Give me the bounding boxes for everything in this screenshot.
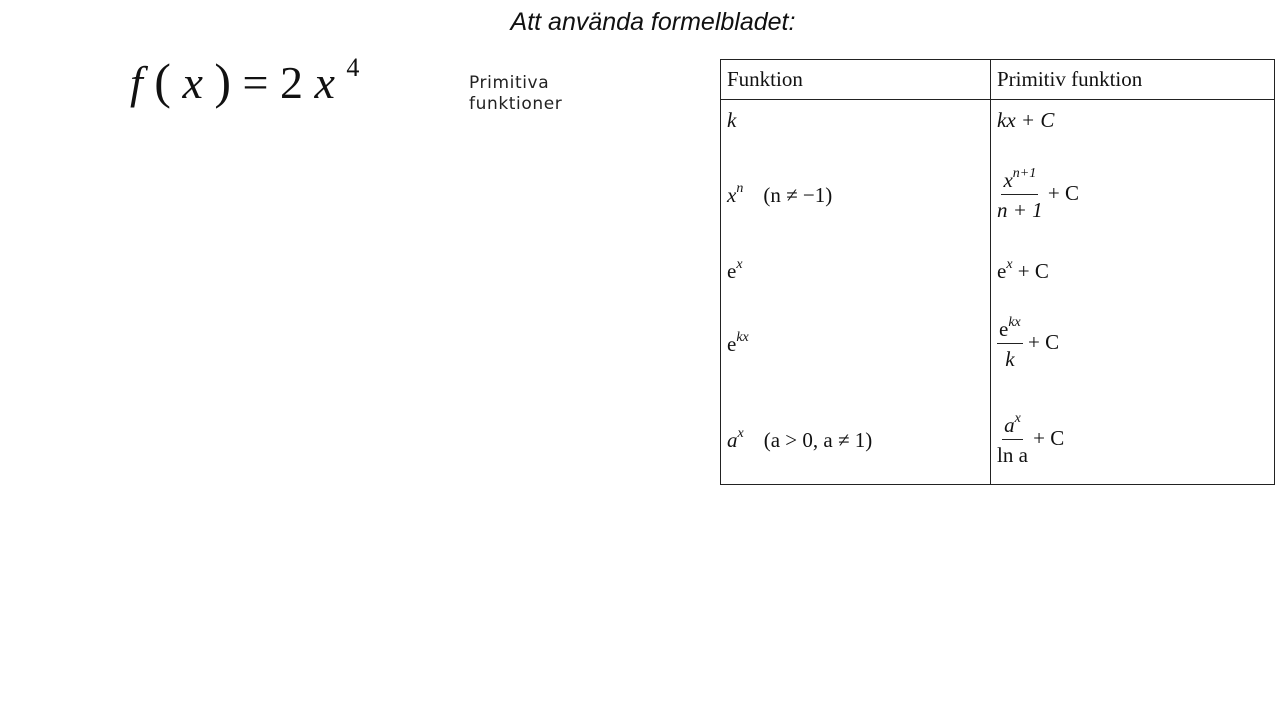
eq-coefficient: 2	[279, 57, 303, 108]
prim-exp: x	[1006, 256, 1013, 272]
func-exp: kx	[736, 329, 749, 345]
table-header-row	[721, 60, 1275, 100]
func-base: e	[727, 258, 737, 283]
func-exp: x	[736, 256, 743, 272]
func-condition: (n ≠ −1)	[763, 182, 833, 207]
eq-variable: x	[314, 57, 335, 108]
section-label	[469, 73, 562, 115]
cell-function	[721, 292, 991, 396]
prim-suffix: + C	[1028, 329, 1060, 354]
eq-close-paren: )	[214, 53, 232, 109]
cell-antiderivative	[991, 396, 1275, 485]
prim-suffix: + C	[1033, 425, 1065, 450]
section-label-line1: Primitiva	[469, 73, 550, 93]
prim-fraction	[997, 410, 1028, 468]
func-base: e	[727, 331, 737, 356]
header-antiderivative: Primitiv funktion	[991, 60, 1275, 100]
prim-num-base: e	[999, 316, 1009, 341]
prim-fraction	[997, 165, 1043, 223]
cell-antiderivative	[991, 292, 1275, 396]
eq-equals: =	[242, 57, 269, 108]
eq-open-paren: (	[154, 53, 171, 109]
prim-text: kx + C	[997, 107, 1055, 132]
prim-num-exp: kx	[1008, 314, 1021, 330]
page-title: Att använda formelbladet:	[510, 8, 796, 36]
prim-num-base: a	[1004, 412, 1015, 437]
eq-argument: x	[182, 57, 203, 108]
table-row	[721, 100, 1275, 141]
func-base: x	[727, 182, 737, 207]
eq-function-name: f	[130, 57, 143, 108]
prim-suffix: + C	[1017, 258, 1049, 283]
function-equation	[130, 53, 360, 109]
prim-num-exp: n+1	[1012, 165, 1037, 181]
cell-antiderivative	[991, 100, 1275, 141]
prim-den: n + 1	[997, 198, 1043, 223]
prim-num-exp: x	[1014, 410, 1021, 426]
header-function: Funktion	[721, 60, 991, 100]
prim-suffix: + C	[1047, 180, 1080, 205]
table-row	[721, 396, 1275, 485]
antiderivative-table	[720, 59, 1275, 485]
prim-den: ln a	[997, 443, 1028, 468]
func-exp: n	[736, 180, 744, 196]
cell-function	[721, 140, 991, 250]
cell-function	[721, 100, 991, 141]
func-exp: x	[737, 425, 744, 441]
section-label-line2: funktioner	[469, 94, 563, 114]
table-row	[721, 250, 1275, 292]
table-row	[721, 292, 1275, 396]
table-row	[721, 140, 1275, 250]
prim-den: k	[1005, 347, 1015, 372]
prim-base: e	[997, 258, 1007, 283]
cell-function	[721, 250, 991, 292]
prim-fraction	[997, 314, 1023, 372]
eq-exponent: 4	[346, 53, 360, 82]
func-condition: (a > 0, a ≠ 1)	[763, 427, 873, 452]
cell-function	[721, 396, 991, 485]
cell-antiderivative	[991, 140, 1275, 250]
func-base: k	[727, 107, 737, 132]
cell-antiderivative	[991, 250, 1275, 292]
prim-num-base: x	[1003, 167, 1013, 192]
func-base: a	[727, 427, 738, 452]
